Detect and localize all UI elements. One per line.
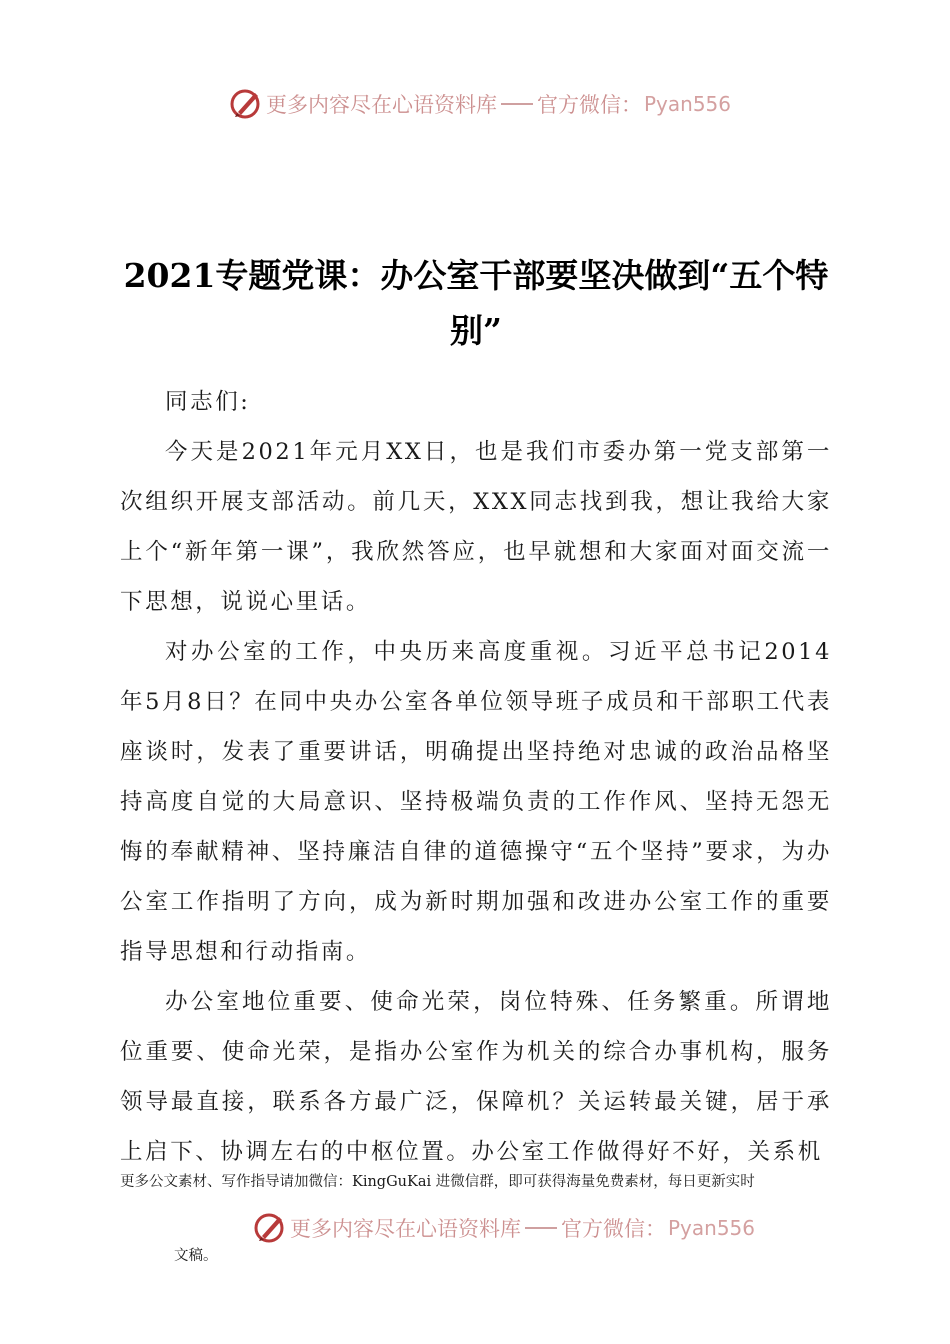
bottom-watermark: [252, 1208, 755, 1248]
document-body: [120, 377, 832, 1177]
top-watermark: [228, 84, 731, 124]
watermark-text: 更多内容尽在心语资料库: [290, 1217, 521, 1241]
watermark-dash: [501, 103, 533, 105]
watermark-wechat-id: Pyan556: [668, 1216, 756, 1240]
watermark-wechat-id: Pyan556: [644, 92, 732, 116]
watermark-official-label: 官方微信：: [561, 1217, 666, 1241]
watermark-dash: [525, 1227, 557, 1229]
pen-logo-icon: [252, 1210, 288, 1246]
paragraph-salutation: 同志们:: [165, 389, 251, 415]
paragraph: 今天是2021年元月XX日，也是我们市委办第一党支部第一次组织开展支部活动。前几天，XXX同志找到我，想让我给大家上个“新年第一课”，我欣然答应，也早就想和大家面对面交流一下思想，说说心里话。: [120, 439, 832, 615]
footer-note-continuation: 文稿。: [174, 1248, 218, 1264]
watermark-official-label: 官方微信：: [537, 93, 642, 117]
paragraph: 对办公室的工作，中央历来高度重视。习近平总书记2014年5月8日？在同中央办公室各单位领导班子成员和干部职工代表座谈时，发表了重要讲话，明确提出坚持绝对忠诚的政治品格坚持高度自觉的大局意识、坚持极端负责的工作作风、坚持无怨无悔的奉献精神、坚持廉洁自律的道德操守“五个坚持”要求，为办公室工作指明了方向，成为新时期加强和改进办公室工作的重要指导思想和行动指南。: [120, 639, 832, 965]
document-title: 2021专题党课：办公室干部要坚决做到“五个特别”: [123, 256, 829, 350]
pen-logo-icon: [228, 86, 264, 122]
paragraph: 办公室地位重要、使命光荣，岗位特殊、任务繁重。所谓地位重要、使命光荣，是指办公室作为机关的综合办事机构，服务领导最直接，联系各方最广泛，保障机？关运转最关键，居于承上启下、协调左右的中枢位置。办公室工作做得好不好，关系机: [120, 989, 832, 1165]
watermark-text: 更多内容尽在心语资料库: [266, 93, 497, 117]
footer-note: 更多公文素材、写作指导请加微信：KingGuKai 进微信群，即可获得海量免费素材，每日更新实时: [120, 1174, 755, 1190]
